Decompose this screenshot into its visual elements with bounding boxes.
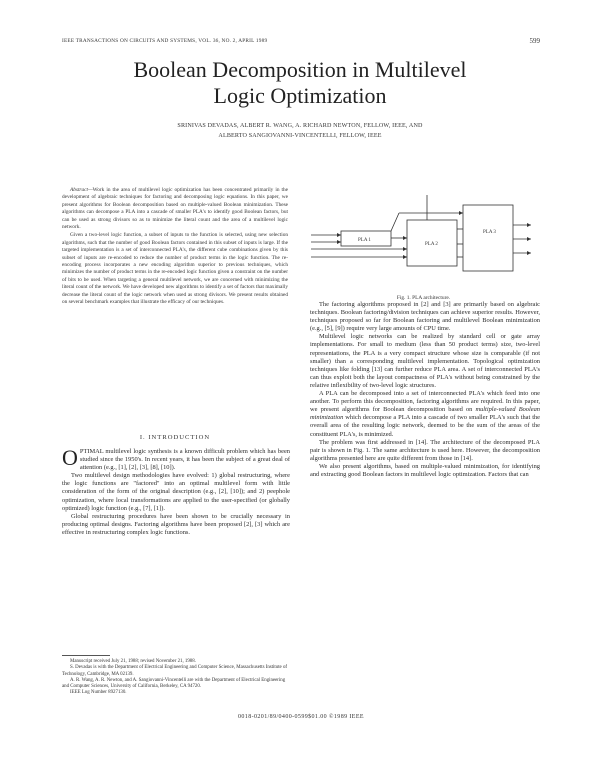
footnote-ieee-log: IEEE Log Number 8927130. xyxy=(70,690,127,696)
abstract xyxy=(62,187,288,308)
pla1-to-pla3-line xyxy=(391,213,399,231)
right-paragraph-2: Multilevel logic networks can be realized by standard cell or gate array implementations. For small to medium (less than 50 product terms) size, two-level representations, the PLA is a very compact structure whose size is comparable (if not smaller) than a corresponding multilevel implementation. Topological optimization techniques like folding [13] can further reduce PLA area. A set of interconnected PLA's can thus exploit both the layout compactness of PLA's without being constrained by the relative inflexibility of two-level logic structures. xyxy=(310,333,540,389)
title-line-2: Logic Optimization xyxy=(213,83,387,108)
output-arrow-1 xyxy=(527,223,531,227)
figure-pla-architecture xyxy=(307,187,540,287)
paper-title xyxy=(60,57,540,109)
author-list xyxy=(80,121,520,141)
right-text-3a: A PLA can be decomposed into a set of interconnected PLA's which feed into one another. To perform this decomposition, factoring algorithms are required. In this paper, we present algorithms for Boolean decomposition based on xyxy=(310,390,540,414)
drop-cap: O xyxy=(62,445,78,470)
intro-paragraph-1 xyxy=(62,445,290,472)
input-arrow-3 xyxy=(403,247,407,251)
pla1-arrow xyxy=(403,236,407,240)
intro-paragraph-2: Two multilevel design methodologies have evolved: 1) global restructuring, where the logic functions are "factored" into an optimal multilevel form with little consideration of the form of the original description (e.g., [2], [10]); and 2) peephole optimization, where local transformations are applied to the user-specified (or globally optimized) logic function (e.g., [7], [1]). xyxy=(62,472,290,512)
right-paragraph-4: The problem was first addressed in [14]. The architecture of the decomposed PLA pair is shown in Fig. 1. The same architecture is used here. However, the decomposition algorithms presented here are quite different from those in [14]. xyxy=(310,438,540,462)
figure-caption: Fig. 1. PLA architecture. xyxy=(396,295,451,301)
footnote-affiliation-1: S. Devadas is with the Department of Electrical Engineering and Computer Science, Massachusetts Institute of Technology, Cambridge, MA 02139. xyxy=(62,665,288,677)
output-arrow-2 xyxy=(527,237,531,241)
authors-line-2: ALBERTO SANGIOVANNI-VINCENTELLI, FELLOW, IEEE xyxy=(218,133,382,139)
title-line-1: Boolean Decomposition in Multilevel xyxy=(133,57,467,82)
authors-line-1: SRINIVAS DEVADAS, ALBERT R. WANG, A. RICHARD NEWTON, FELLOW, IEEE, AND xyxy=(177,123,423,129)
right-paragraph-3 xyxy=(310,390,540,439)
page-number: 599 xyxy=(529,37,540,45)
right-text-3-italic: multiple-valued Boolean minimization xyxy=(310,406,540,422)
introduction-body xyxy=(62,445,290,537)
right-paragraph-5: We also present algorithms, based on multiple-valued minimization, for identifying and extracting good Boolean factors in multilevel logic optimization. Factors that can xyxy=(310,462,540,478)
footnote-received: Manuscript received July 21, 1988; revised November 21, 1988. xyxy=(70,659,196,664)
abstract-text-1: Work in the area of multilevel logic optimization has been concentrated primarily in the development of algebraic techniques for factoring and decomposing logic equations. In this paper, we present algorithms for Boolean decomposition based on multiple-valued Boolean minimization. These algorithms can decompose a PLA into a cascade of smaller PLA's to identify good Boolean factors, but can be used as strong divisors so as to minimize the literal count and the area of a multilevel logic network. xyxy=(62,187,288,231)
input-arrow-2 xyxy=(337,240,341,244)
intro-paragraph-3: Global restructuring procedures have been shown to be crucially necessary in producing optimal designs. Factoring algorithms have been proposed [2], [3] which are effective in restructuring complex logic functions. xyxy=(62,512,290,536)
footnote-divider xyxy=(62,655,110,656)
pla-1-label: PLA 1 xyxy=(358,238,371,243)
output-arrow-3 xyxy=(527,251,531,255)
copyright-line: 0018-0201/89/0400-0599$01.00 ©1989 IEEE xyxy=(238,714,364,720)
right-paragraph-1: The factoring algorithms proposed in [2] and [3] are primarily based on algebraic techniques. Boolean factoring/division techniques can achieve superior results. However, techniques proposed so far for Boolean factoring and multilevel Boolean minimization (e.g., [5], [9]) require very large amounts of CPU time. xyxy=(310,301,540,333)
right-text-3b: which decompose a PLA into a cascade of two smaller PLA's such that the overall area of the resulting logic network, deemed to be the sum of the areas of the constituent PLA's, is minimized. xyxy=(310,414,540,438)
input-arrow-4 xyxy=(403,255,407,259)
abstract-lead: Abstract— xyxy=(70,187,93,193)
abstract-paragraph-2: Given a two-level logic function, a subset of inputs to the function is selected, using new selection algorithms, such that the number of good Boolean factors contained in this subset of inputs is large. If the targeted implementation is a set of interconnected PLA's, the different cube combinations given by this subset of inputs are re-encoded to reduce the number of product terms in the logic function. The re-encoding process incorporates a new encoding algorithm superior to previous techniques, which minimizes the number of product terms in the re-encoded logic function given a constraint on the number of bits to be used. When targeting a general multilevel network, we are concerned with minimizing the literal count of the network. We have developed new algorithms to identify a set of factors that maximally decrease the literal count of the logic network when used as strong divisors. We present results obtained on several benchmark examples that illustrate the efficacy of our techniques. xyxy=(62,232,288,306)
footnote-affiliation-2: A. R. Wang, A. R. Newton, and A. Sangiovanni-Vincentelli are with the Department of Electrical Engineering and Computer Sciences, University of California, Berkeley, CA 94720. xyxy=(62,677,286,690)
pla3-input-arrow xyxy=(459,211,463,215)
right-column-body xyxy=(310,301,540,479)
section-heading-introduction: I. INTRODUCTION xyxy=(139,434,211,441)
pla-architecture-diagram xyxy=(307,187,540,287)
intro-text-1: PTIMAL multilevel logic synthesis is a known difficult problem which has been studied since the 1950's. In recent years, it has been the subject of a great deal of attention (e.g., [1], [2], [3], [8], [10]). xyxy=(79,448,290,472)
input-arrow-1 xyxy=(337,233,341,237)
pla-2-label: PLA 2 xyxy=(425,242,438,247)
running-head: IEEE TRANSACTIONS ON CIRCUITS AND SYSTEMS, VOL. 36, NO. 2, APRIL 1989 xyxy=(62,38,268,44)
pla-3-label: PLA 3 xyxy=(483,230,496,235)
pla-3-block xyxy=(463,205,513,271)
abstract-paragraph-1 xyxy=(62,187,288,231)
footnotes xyxy=(62,659,290,697)
